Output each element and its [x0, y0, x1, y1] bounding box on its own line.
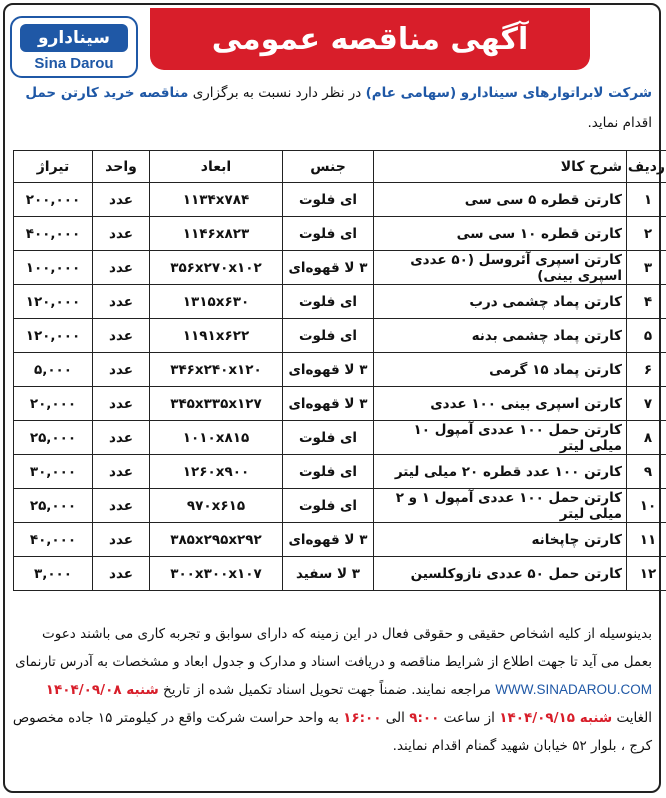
cell-material: ای فلوت [283, 183, 374, 217]
cell-dimensions: ۱۱۳۴x۷۸۴ [150, 183, 283, 217]
cell-dimensions: ۱۱۴۶x۸۲۳ [150, 217, 283, 251]
body-p4: از ساعت [439, 710, 500, 726]
table-row [14, 183, 666, 217]
table-row [14, 217, 666, 251]
cell-description: کارتن اسپری بینی ۱۰۰ عددی [374, 387, 627, 421]
cell-row-number: ۷ [627, 387, 666, 421]
table-row [14, 353, 666, 387]
cell-row-number: ۱۲ [627, 557, 666, 591]
body-p6: به واحد حراست شرکت واقع در کیلومتر ۱۵ جاده مخصوص کرج ، بلوار ۵۲ خیابان شهید گمنام اقدام نمایند. [12, 710, 652, 754]
body-p3: الغایت [612, 710, 652, 726]
cell-quantity: ۳,۰۰۰ [14, 557, 93, 591]
table-row [14, 523, 666, 557]
cell-row-number: ۸ [627, 421, 666, 455]
cell-description: کارتن حمل ۱۰۰ عددی آمپول ۱۰ میلی لیتر [374, 421, 627, 455]
cell-unit: عدد [93, 285, 150, 319]
cell-material: ۳ لا قهوه‌ای [283, 387, 374, 421]
intro-company: شرکت لابراتوارهای سینادارو (سهامی عام) [365, 85, 652, 101]
cell-dimensions: ۹۷۰x۶۱۵ [150, 489, 283, 523]
cell-description: کارتن اسپری آئروسل (۵۰ عددی اسپری بینی) [374, 251, 627, 285]
table-row [14, 387, 666, 421]
body-p5: الی [381, 710, 410, 726]
end-date: شنبه ۱۴۰۴/۰۹/۱۵ [499, 710, 613, 726]
cell-unit: عدد [93, 523, 150, 557]
cell-description: کارتن حمل ۵۰ عددی نازوکلسین [374, 557, 627, 591]
cell-material: ۳ لا قهوه‌ای [283, 523, 374, 557]
cell-dimensions: ۱۰۱۰x۸۱۵ [150, 421, 283, 455]
cell-quantity: ۱۰۰,۰۰۰ [14, 251, 93, 285]
cell-row-number: ۴ [627, 285, 666, 319]
intro-text2: اقدام نماید. [587, 115, 652, 131]
intro-subject: مناقصه خرید کارتن حمل [25, 85, 189, 101]
cell-description: کارتن قطره ۵ سی سی [374, 183, 627, 217]
body-p2: مراجعه نمایند. ضمناً جهت تحویل اسناد تکمیل شده از تاریخ [158, 682, 496, 698]
cell-dimensions: ۳۸۵x۲۹۵x۲۹۲ [150, 523, 283, 557]
cell-material: ای فلوت [283, 421, 374, 455]
start-time: ۹:۰۰ [409, 710, 440, 726]
cell-material: ای فلوت [283, 455, 374, 489]
items-table [13, 150, 666, 591]
cell-row-number: ۵ [627, 319, 666, 353]
table-row [14, 285, 666, 319]
intro-paragraph [12, 78, 652, 138]
cell-description: کارتن پماد چشمی درب [374, 285, 627, 319]
cell-unit: عدد [93, 353, 150, 387]
header-dimensions: ابعاد [150, 151, 283, 183]
cell-quantity: ۲۵,۰۰۰ [14, 421, 93, 455]
cell-dimensions: ۱۲۶۰x۹۰۰ [150, 455, 283, 489]
cell-material: ای فلوت [283, 319, 374, 353]
cell-row-number: ۳ [627, 251, 666, 285]
cell-description: کارتن ۱۰۰ عدد قطره ۲۰ میلی لیتر [374, 455, 627, 489]
cell-quantity: ۲۰۰,۰۰۰ [14, 183, 93, 217]
body-p1: بدینوسیله از کلیه اشخاص حقیقی و حقوقی فعال در این زمینه که دارای سوابق و تجربه کاری می باشند دعوت بعمل می آید تا جهت اطلاع از شرایط مناقصه و دریافت اسناد و مدارک و جدول ابعاد و مشخصات به آدرس تارنمای [15, 626, 652, 670]
title-banner [150, 8, 590, 70]
cell-row-number: ۹ [627, 455, 666, 489]
cell-row-number: ۱ [627, 183, 666, 217]
cell-dimensions: ۱۱۹۱x۶۲۲ [150, 319, 283, 353]
cell-quantity: ۳۰,۰۰۰ [14, 455, 93, 489]
cell-quantity: ۵,۰۰۰ [14, 353, 93, 387]
cell-unit: عدد [93, 557, 150, 591]
table-row [14, 421, 666, 455]
cell-unit: عدد [93, 319, 150, 353]
cell-material: ۳ لا قهوه‌ای [283, 251, 374, 285]
ad-title: آگهی مناقصه عمومی [211, 21, 529, 57]
cell-quantity: ۱۲۰,۰۰۰ [14, 285, 93, 319]
cell-row-number: ۶ [627, 353, 666, 387]
table-header-row [14, 151, 666, 183]
cell-quantity: ۴۰,۰۰۰ [14, 523, 93, 557]
cell-description: کارتن چاپخانه [374, 523, 627, 557]
header-quantity: تیراژ [14, 151, 93, 183]
header-description: شرح کالا [374, 151, 627, 183]
cell-description: کارتن پماد ۱۵ گرمی [374, 353, 627, 387]
cell-material: ۳ لا قهوه‌ای [283, 353, 374, 387]
table-row [14, 455, 666, 489]
cell-unit: عدد [93, 455, 150, 489]
start-date: شنبه ۱۴۰۴/۰۹/۰۸ [45, 682, 159, 698]
cell-dimensions: ۳۴۵x۳۳۵x۱۲۷ [150, 387, 283, 421]
cell-dimensions: ۳۴۶x۲۴۰x۱۲۰ [150, 353, 283, 387]
table-row [14, 251, 666, 285]
cell-dimensions: ۳۵۶x۲۷۰x۱۰۲ [150, 251, 283, 285]
cell-description: کارتن حمل ۱۰۰ عددی آمپول ۱ و ۲ میلی لیتر [374, 489, 627, 523]
company-logo [10, 16, 138, 78]
table-row [14, 557, 666, 591]
cell-unit: عدد [93, 489, 150, 523]
website-link[interactable]: WWW.SINADAROU.COM [495, 682, 652, 697]
cell-unit: عدد [93, 217, 150, 251]
cell-dimensions: ۳۰۰x۳۰۰x۱۰۷ [150, 557, 283, 591]
cell-description: کارتن قطره ۱۰ سی سی [374, 217, 627, 251]
cell-material: ای فلوت [283, 217, 374, 251]
end-time: ۱۶:۰۰ [343, 710, 382, 726]
cell-unit: عدد [93, 421, 150, 455]
cell-unit: عدد [93, 387, 150, 421]
header-row-number: ردیف [627, 151, 666, 183]
intro-text1: در نظر دارد نسبت به برگزاری [188, 85, 366, 101]
cell-material: ۳ لا سفید [283, 557, 374, 591]
cell-row-number: ۲ [627, 217, 666, 251]
cell-quantity: ۱۲۰,۰۰۰ [14, 319, 93, 353]
cell-dimensions: ۱۳۱۵x۶۳۰ [150, 285, 283, 319]
cell-row-number: ۱۱ [627, 523, 666, 557]
table-row [14, 489, 666, 523]
logo-fa-text: سینادارو [20, 24, 128, 52]
header-material: جنس [283, 151, 374, 183]
cell-quantity: ۲۰,۰۰۰ [14, 387, 93, 421]
table-row [14, 319, 666, 353]
cell-unit: عدد [93, 183, 150, 217]
cell-material: ای فلوت [283, 489, 374, 523]
cell-unit: عدد [93, 251, 150, 285]
cell-description: کارتن پماد چشمی بدنه [374, 319, 627, 353]
logo-en-text: Sina Darou [34, 55, 114, 72]
body-paragraph [12, 620, 652, 760]
cell-quantity: ۲۵,۰۰۰ [14, 489, 93, 523]
cell-quantity: ۴۰۰,۰۰۰ [14, 217, 93, 251]
cell-material: ای فلوت [283, 285, 374, 319]
header-unit: واحد [93, 151, 150, 183]
cell-row-number: ۱۰ [627, 489, 666, 523]
